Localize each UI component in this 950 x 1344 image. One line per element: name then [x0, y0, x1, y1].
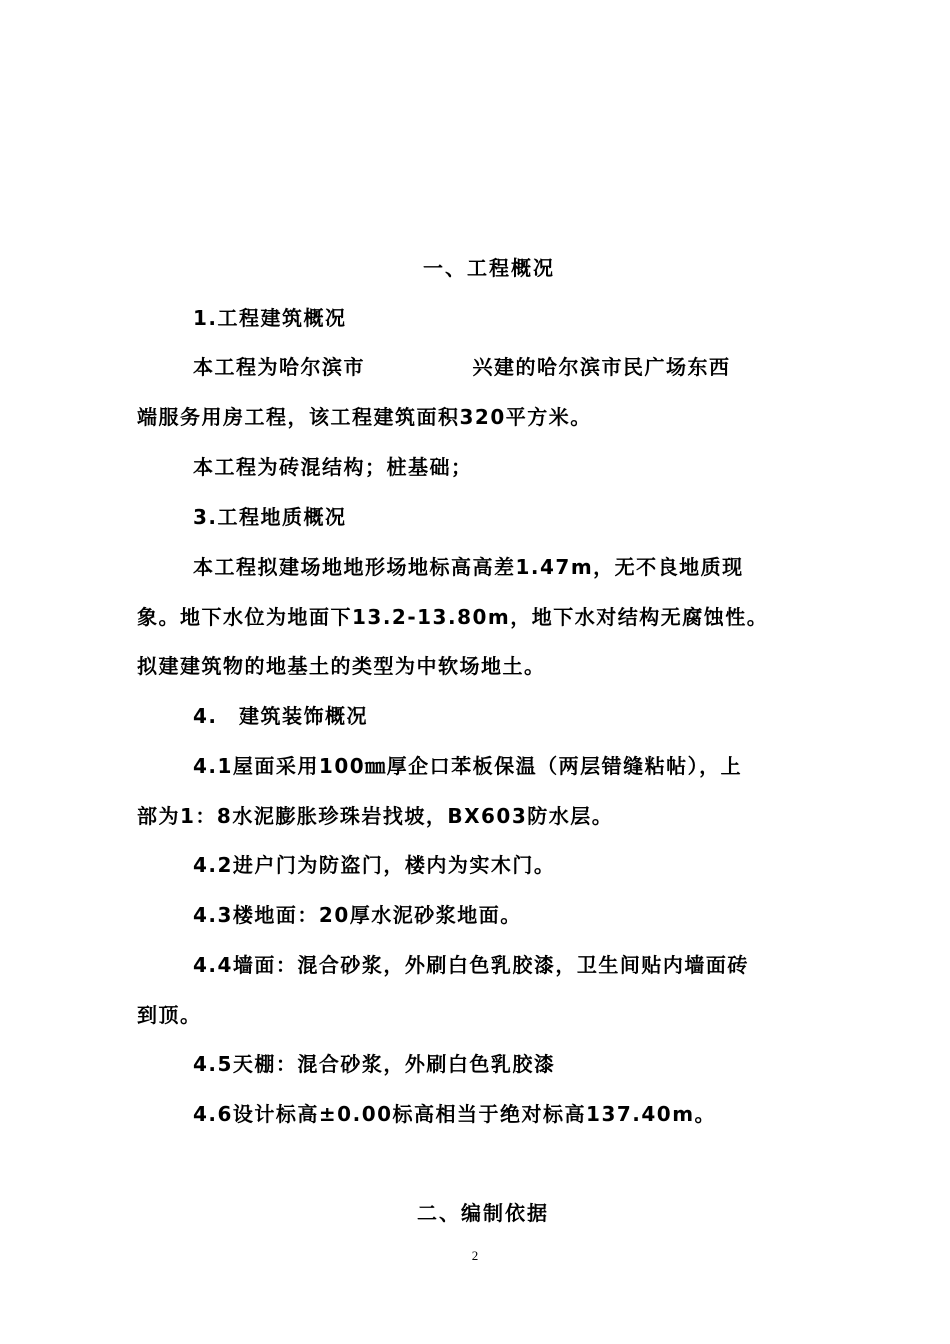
subsection-title-geology: 3.工程地质概况 [193, 505, 347, 529]
section-title-basis: 二、编制依据 [417, 1201, 549, 1225]
item-floor: 4.3楼地面：20厚水泥砂浆地面。 [193, 903, 522, 927]
section-title-overview: 一、工程概况 [423, 256, 555, 280]
item-roof-line1: 4.1屋面采用100㎜厚企口苯板保温（两层错缝粘帖），上 [193, 754, 743, 778]
paragraph-geology-line3: 拟建建筑物的地基土的类型为中软场地土。 [137, 654, 546, 678]
item-ceiling: 4.5天棚：混合砂浆，外刷白色乳胶漆 [193, 1052, 556, 1076]
item-roof-line2: 部为1：8水泥膨胀珍珠岩找坡，BX603防水层。 [137, 804, 614, 828]
item-walls-line1: 4.4墙面：混合砂浆，外刷白色乳胶漆，卫生间贴内墙面砖 [193, 953, 749, 977]
item-doors: 4.2进户门为防盗门，楼内为实木门。 [193, 853, 556, 877]
item-elevation: 4.6设计标高±0.00标高相当于绝对标高137.40m。 [193, 1102, 717, 1126]
subsection-title-building: 1.工程建筑概况 [193, 306, 347, 330]
paragraph-structure: 本工程为砖混结构；桩基础； [193, 455, 473, 479]
paragraph-project-line2: 端服务用房工程，该工程建筑面积320平方米。 [137, 405, 592, 429]
page-number: 2 [471, 1248, 479, 1263]
paragraph-geology-line2: 象。地下水位为地面下13.2-13.80m，地下水对结构无腐蚀性。 [137, 605, 769, 629]
paragraph-project-line1: 本工程为哈尔滨市 兴建的哈尔滨市民广场东西 [193, 355, 731, 379]
paragraph-geology-line1: 本工程拟建场地地形场地标高高差1.47m，无不良地质现 [193, 555, 744, 579]
subsection-title-decoration: 4. 建筑装饰概况 [193, 704, 369, 728]
item-walls-line2: 到顶。 [137, 1003, 202, 1027]
